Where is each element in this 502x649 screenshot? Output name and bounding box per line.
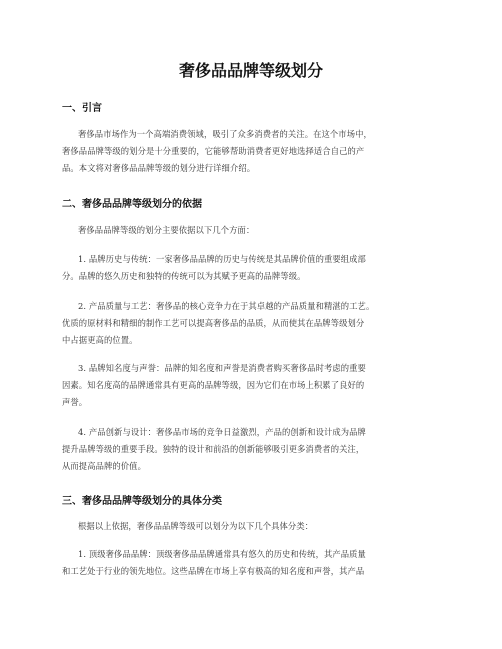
text-line: 2. 产品质量与工艺：奢侈品的核心竞争力在于其卓越的产品质量和精湛的工艺。 bbox=[78, 301, 375, 311]
text-line: 1. 顶级奢侈品品牌：顶级奢侈品品牌通常具有悠久的历史和传统，其产品质量 bbox=[78, 549, 366, 559]
paragraph-innovation-design bbox=[62, 424, 442, 475]
text-line: 声誉。 bbox=[62, 397, 88, 407]
text-line: 奢侈品市场作为一个高端消费领域，吸引了众多消费者的关注。在这个市场中， bbox=[78, 129, 372, 139]
text-line: 1. 品牌历史与传统：一家奢侈品品牌的历史与传统是其品牌价值的重要组成部 bbox=[78, 254, 366, 264]
paragraph-brand-reputation bbox=[62, 360, 442, 411]
paragraph-brand-history bbox=[62, 251, 442, 285]
section-heading-classification: 三、奢侈品品牌等级划分的具体分类 bbox=[62, 496, 222, 507]
paragraph-introduction bbox=[62, 126, 442, 177]
paragraph-top-tier-brands bbox=[62, 546, 442, 580]
text-line: 3. 品牌知名度与声誉：品牌的知名度和声誉是消费者购买奢侈品时考虑的重要 bbox=[78, 363, 366, 373]
text-line: 中占据更高的位置。 bbox=[62, 335, 138, 345]
text-line: 根据以上依据，奢侈品品牌等级可以划分为以下几个具体分类： bbox=[78, 521, 314, 531]
text-line: 分。品牌的悠久历史和独特的传统可以为其赋予更高的品牌等级。 bbox=[62, 271, 306, 281]
text-line: 4. 产品创新与设计：奢侈品市场的竞争日益激烈，产品的创新和设计成为品牌 bbox=[78, 427, 366, 437]
paragraph-basis-intro bbox=[62, 222, 442, 239]
paragraph-product-quality bbox=[62, 298, 442, 349]
document-title: 奢侈品品牌等级划分 bbox=[178, 61, 323, 80]
text-line: 和工艺处于行业的领先地位。这些品牌在市场上享有极高的知名度和声誉，其产品 bbox=[62, 566, 365, 576]
text-line: 从而提高品牌的价值。 bbox=[62, 461, 146, 471]
text-line: 优质的原材料和精细的制作工艺可以提高奢侈品的品质，从而使其在品牌等级划分 bbox=[62, 318, 365, 328]
text-line: 因素。知名度高的品牌通常具有更高的品牌等级，因为它们在市场上积累了良好的 bbox=[62, 380, 365, 390]
text-line: 奢侈品品牌等级的划分是十分重要的，它能够帮助消费者更好地选择适合自己的产 bbox=[62, 146, 365, 156]
text-line: 奢侈品品牌等级的划分主要依据以下几个方面： bbox=[78, 225, 255, 235]
text-line: 品。本文将对奢侈品品牌等级的划分进行详细介绍。 bbox=[62, 163, 256, 173]
section-heading-basis: 二、奢侈品品牌等级划分的依据 bbox=[62, 199, 202, 210]
paragraph-classification-intro bbox=[62, 518, 442, 535]
section-heading-introduction: 一、引言 bbox=[62, 103, 102, 114]
text-line: 提升品牌等级的重要手段。独特的设计和前沿的创新能够吸引更多消费者的关注， bbox=[62, 444, 365, 454]
